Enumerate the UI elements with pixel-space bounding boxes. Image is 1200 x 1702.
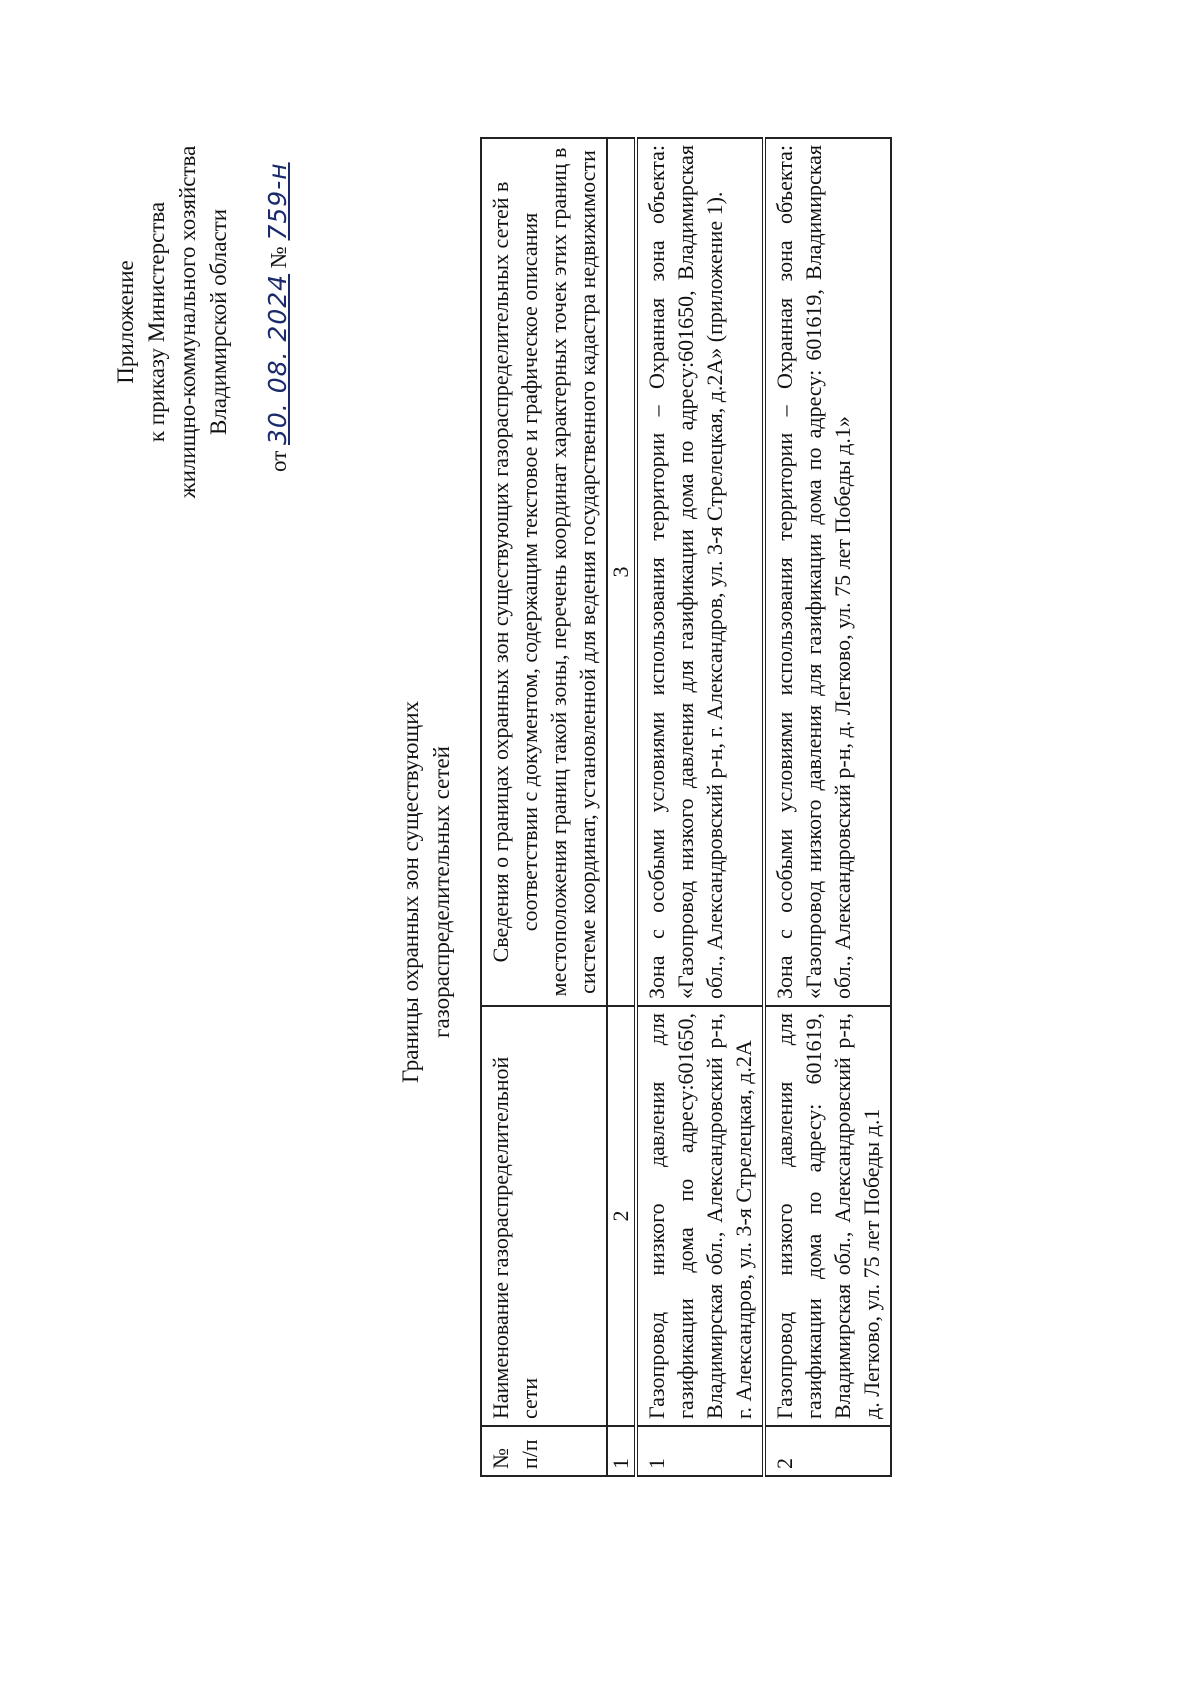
row-network-name: Газопровод низкого давления для газификации дома по адресу:601650, Владимирская обл., Александровский р-н, г. Александров, ул. 3-я Стрелецкая, д.2А [636, 1006, 764, 1426]
zones-table-wrapper [480, 137, 892, 1477]
order-date: 30. 08. 2024 [263, 273, 292, 445]
numbering-col-3: 3 [607, 138, 636, 1006]
order-reference [262, 112, 294, 532]
table-header-row [481, 138, 607, 1476]
zones-table [480, 137, 892, 1477]
row-number: 2 [764, 1426, 891, 1476]
appendix-title: Приложение [113, 260, 138, 384]
row-zone-info: Зона с особыми условиями использования территории – Охранная зона объекта: «Газопровод низкого давления для газификации дома по адресу:601650, Владимирская обл., Александровский р-н, г. Александров, ул. 3-я Стрелецкая, д.2А» (приложение 1). [636, 138, 764, 1006]
numbering-col-2: 2 [607, 1006, 636, 1426]
table-row [636, 138, 764, 1476]
appendix-line-region: Владимирской области [206, 208, 231, 436]
document-title [395, 582, 457, 1202]
header-network-name: Наименование газораспределительной сети [481, 1006, 607, 1426]
row-number: 1 [636, 1426, 764, 1476]
header-zone-info: Сведения о границах охранных зон существующих газораспределительных сетей в соответствии с документом, содержащим текстовое и графическое описания местоположения границ такой зоны, перечень координат характерных точек этих границ в системе координат, установленной для ведения государственного кадастра недвижимости [481, 138, 607, 1006]
appendix-line-order: к приказу Министерства [144, 201, 169, 443]
order-prefix: от [266, 450, 291, 472]
appendix-header [110, 112, 294, 532]
title-line-2: газораспределительных сетей [429, 746, 454, 1038]
row-network-name: Газопровод низкого давления для газификации дома по адресу: 601619, Владимирская обл., Александровский р-н, д. Легково, ул. 75 лет Победы д.1 [764, 1006, 891, 1426]
table-numbering-row [607, 138, 636, 1476]
title-line-1: Границы охранных зон существующих [398, 700, 423, 1084]
row-zone-info: Зона с особыми условиями использования территории – Охранная зона объекта: «Газопровод низкого давления для газификации дома по адресу: 601619, Владимирская обл., Александровский р-н, д. Легково, ул. 75 лет Победы д.1» [764, 138, 891, 1006]
appendix-line-ministry: жилищно-коммунального хозяйства [175, 145, 200, 499]
numbering-col-1: 1 [607, 1426, 636, 1476]
table-row [764, 138, 891, 1476]
order-number: 759-н [263, 162, 292, 241]
header-number: № п/п [481, 1426, 607, 1476]
order-number-label: № [266, 246, 291, 269]
